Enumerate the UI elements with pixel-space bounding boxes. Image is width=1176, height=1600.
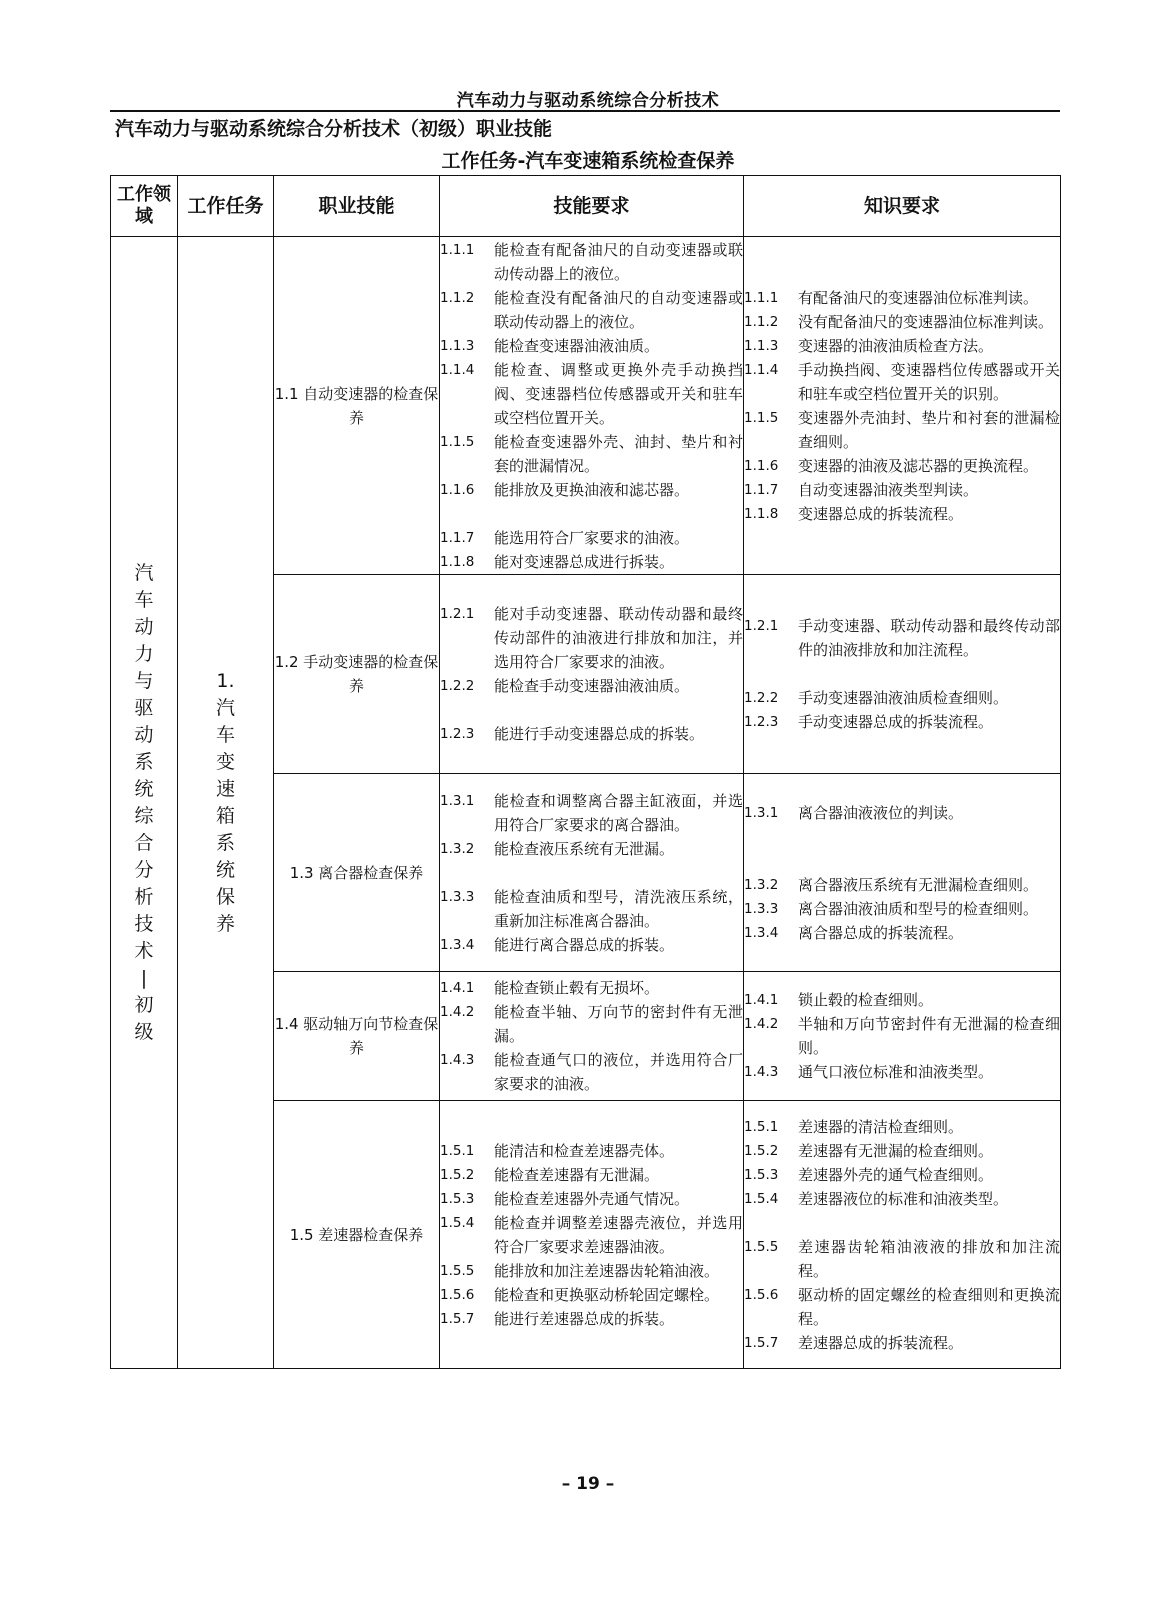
skill-requirement-item-code: 1.1.8: [440, 553, 475, 570]
work-task-char: 车: [215, 723, 235, 746]
knowledge-requirement-item-text: 通气口液位标准和油液类型。: [798, 1063, 994, 1081]
spacer: [744, 662, 1060, 686]
skill-requirement-item-text: 能清洁和检查差速器壳体。: [494, 1141, 675, 1160]
knowledge-requirement-item-code: 1.5.3: [744, 1166, 779, 1183]
knowledge-requirement-item-text: 差速器有无泄漏的检查细则。: [798, 1141, 994, 1160]
knowledge-requirement-item: [744, 358, 1060, 406]
knowledge-requirement-item-code: 1.1.4: [744, 361, 779, 378]
knowledge-requirements-cell: [744, 1101, 1061, 1369]
knowledge-requirements-cell: [744, 972, 1061, 1101]
vocational-skill-cell: 1.2 手动变速器的检查保养: [274, 575, 440, 774]
spacer: [440, 502, 743, 526]
work-task-cell: [178, 237, 274, 1369]
skill-requirement-item-text: 能检查液压系统有无泄漏。: [494, 839, 675, 858]
table-caption: 工作任务-汽车变速箱系统检查保养: [441, 150, 735, 172]
knowledge-requirement-item-code: 1.3.2: [744, 876, 779, 893]
knowledge-requirement-item-code: 1.5.7: [744, 1334, 779, 1351]
skill-requirement-item-code: 1.5.1: [440, 1142, 475, 1159]
knowledge-requirements-cell: [744, 575, 1061, 774]
skill-requirement-item-code: 1.1.4: [440, 361, 475, 378]
knowledge-requirement-item-code: 1.3.4: [744, 924, 779, 941]
work-domain-char: 力: [134, 642, 154, 665]
knowledge-requirement-item: [744, 478, 1060, 502]
skill-requirement-item: [440, 478, 743, 502]
work-domain-char: 析: [134, 885, 154, 908]
work-task-char: 统: [215, 858, 235, 881]
skill-requirement-item-text: 能检查并调整差速器壳液位，并选用符合厂家要求差速器油液。: [494, 1213, 743, 1256]
knowledge-requirement-item-code: 1.1.8: [744, 505, 779, 522]
knowledge-requirement-item: [744, 502, 1060, 526]
knowledge-requirement-item: [744, 897, 1060, 921]
work-task-char: 养: [215, 912, 235, 935]
work-domain-char: 合: [134, 831, 154, 854]
skill-requirement-item-code: 1.3.1: [440, 792, 475, 809]
knowledge-requirement-item-text: 有配备油尺的变速器油位标准判读。: [798, 288, 1039, 307]
skill-requirement-item-code: 1.1.1: [440, 241, 475, 258]
skill-requirement-item: [440, 286, 743, 334]
knowledge-requirement-item-code: 1.3.1: [744, 804, 779, 821]
knowledge-requirement-item-code: 1.5.2: [744, 1142, 779, 1159]
skill-requirement-item-text: 能对变速器总成进行拆装。: [494, 552, 675, 571]
spacer: [440, 861, 743, 885]
knowledge-requirement-item: [744, 286, 1060, 310]
knowledge-requirement-item: [744, 1187, 1060, 1211]
knowledge-requirement-item: [744, 801, 1060, 825]
skill-requirement-item: [440, 602, 743, 674]
skill-requirement-item: [440, 976, 743, 1000]
knowledge-requirement-item: [744, 1235, 1060, 1283]
skill-requirement-item-code: 1.5.5: [440, 1262, 475, 1279]
skill-requirement-item-text: 能选用符合厂家要求的油液。: [494, 528, 690, 547]
skill-requirement-item: [440, 1211, 743, 1259]
knowledge-requirement-item-code: 1.4.3: [744, 1064, 779, 1080]
knowledge-requirement-item-text: 手动变速器、联动传动器和最终传动部件的油液排放和加注流程。: [798, 617, 1060, 659]
skill-requirement-item: [440, 1048, 743, 1096]
skill-requirement-item-text: 能检查和更换驱动桥轮固定螺栓。: [494, 1285, 720, 1304]
knowledge-requirement-item-text: 离合器油液液位的判读。: [798, 803, 964, 822]
skill-requirement-item: [440, 837, 743, 861]
skill-requirement-item-text: 能排放和加注差速器齿轮箱油液。: [494, 1261, 720, 1280]
work-domain-char: 汽: [134, 561, 154, 584]
vocational-skill-cell: 1.1 自动变速器的检查保养: [274, 237, 440, 575]
skill-requirement-item-text: 能检查手动变速器油液油质。: [494, 677, 690, 695]
knowledge-requirement-item-text: 手动变速器总成的拆装流程。: [798, 713, 994, 731]
knowledge-requirement-item-text: 半轴和万向节密封件有无泄漏的检查细则。: [798, 1015, 1060, 1057]
skill-requirement-item: [440, 1283, 743, 1307]
skill-requirement-item-code: 1.2.2: [440, 678, 475, 694]
skill-requirement-item-code: 1.1.2: [440, 289, 475, 306]
knowledge-requirement-item-text: 驱动桥的固定螺丝的检查细则和更换流程。: [798, 1285, 1060, 1328]
knowledge-requirement-item-code: 1.1.1: [744, 289, 779, 306]
skill-requirement-item: [440, 550, 743, 574]
skill-requirement-item-text: 能检查有配备油尺的自动变速器或联动传动器上的液位。: [494, 240, 743, 283]
skill-requirement-item-code: 1.5.3: [440, 1190, 475, 1207]
skill-requirement-item: [440, 334, 743, 358]
skill-requirement-item-code: 1.5.2: [440, 1166, 475, 1183]
skill-requirements-cell: [440, 774, 744, 972]
knowledge-requirement-item-code: 1.1.3: [744, 337, 779, 354]
knowledge-requirement-item: [744, 686, 1060, 710]
knowledge-requirement-item: [744, 921, 1060, 945]
skill-requirement-item: [440, 674, 743, 698]
knowledge-requirement-item-text: 离合器液压系统有无泄漏检查细则。: [798, 875, 1039, 894]
skill-requirement-item: [440, 1139, 743, 1163]
knowledge-requirement-item: [744, 1283, 1060, 1331]
work-domain-char: 初: [134, 993, 154, 1016]
work-domain-cell: [111, 237, 178, 1369]
skill-requirement-item-text: 能进行差速器总成的拆装。: [494, 1309, 675, 1328]
work-task-char: 速: [215, 777, 235, 800]
skill-requirement-item-text: 能检查变速器外壳、油封、垫片和衬套的泄漏情况。: [494, 432, 743, 475]
skill-requirement-item-text: 能检查变速器油液油质。: [494, 336, 660, 355]
knowledge-requirement-item: [744, 1115, 1060, 1139]
knowledge-requirement-item: [744, 1012, 1060, 1060]
skill-requirement-item-code: 1.5.4: [440, 1214, 475, 1231]
knowledge-requirement-item-code: 1.2.2: [744, 690, 779, 706]
work-task-number: 1.: [216, 669, 235, 692]
spacer: [440, 698, 743, 722]
work-domain-char: 综: [134, 804, 154, 827]
header-divider: [110, 110, 1060, 112]
knowledge-requirement-item-text: 差速器的清洁检查细则。: [798, 1117, 964, 1136]
knowledge-requirement-item-code: 1.4.2: [744, 1016, 779, 1032]
knowledge-requirement-item-code: 1.3.3: [744, 900, 779, 917]
knowledge-requirement-item: [744, 1139, 1060, 1163]
skill-requirement-item-text: 能检查通气口的液位，并选用符合厂家要求的油液。: [494, 1051, 743, 1093]
knowledge-requirement-item-text: 差速器总成的拆装流程。: [798, 1333, 964, 1352]
knowledge-requirement-item-text: 变速器的油液油质检查方法。: [798, 336, 994, 355]
skill-requirement-item-text: 能检查油质和型号，清洗液压系统，重新加注标准离合器油。: [494, 887, 743, 930]
work-task-char: 保: [215, 885, 235, 908]
skill-requirement-item: [440, 430, 743, 478]
knowledge-requirement-item: [744, 1060, 1060, 1084]
skill-requirement-item: [440, 1187, 743, 1211]
knowledge-requirement-item-text: 变速器总成的拆装流程。: [798, 504, 964, 523]
running-header: 汽车动力与驱动系统综合分析技术: [456, 91, 720, 111]
knowledge-requirement-item-code: 1.2.3: [744, 714, 779, 730]
knowledge-requirement-item: [744, 334, 1060, 358]
skill-requirement-item-text: 能排放及更换油液和滤芯器。: [494, 480, 690, 499]
spacer: [744, 825, 1060, 849]
skill-requirement-item-text: 能检查、调整或更换外壳手动换挡阀、变速器档位传感器或开关和驻车或空档位置开关。: [494, 360, 743, 427]
knowledge-requirement-item-code: 1.1.7: [744, 481, 779, 498]
work-task-char: 变: [215, 750, 235, 773]
work-domain-char: 与: [134, 669, 154, 692]
work-domain-char: |: [140, 966, 148, 989]
skill-requirement-item-code: 1.1.3: [440, 337, 475, 354]
work-domain-char: 动: [134, 615, 154, 638]
skill-requirement-item-text: 能检查和调整离合器主缸液面，并选用符合厂家要求的离合器油。: [494, 791, 743, 834]
spacer: [744, 849, 1060, 873]
spacer: [744, 1211, 1060, 1235]
skill-requirement-item-code: 1.3.3: [440, 888, 475, 905]
skill-requirement-item-text: 能对手动变速器、联动传动器和最终传动部件的油液进行排放和加注，并选用符合厂家要求的油液。: [494, 605, 743, 671]
skill-requirement-item: [440, 933, 743, 957]
knowledge-requirement-item-code: 1.1.2: [744, 313, 779, 330]
skill-requirement-item-code: 1.2.3: [440, 726, 475, 742]
table-header-row: [111, 176, 1061, 237]
work-task-char: 箱: [215, 804, 235, 827]
work-domain-char: 驱: [134, 696, 154, 719]
skill-requirement-item-code: 1.5.6: [440, 1286, 475, 1303]
skill-requirement-item-code: 1.1.6: [440, 481, 475, 498]
knowledge-requirements-cell: [744, 237, 1061, 575]
skill-requirement-item: [440, 1259, 743, 1283]
work-domain-char: 统: [134, 777, 154, 800]
knowledge-requirement-item-code: 1.5.4: [744, 1190, 779, 1207]
work-domain-char: 级: [134, 1020, 154, 1043]
skill-requirement-item: [440, 358, 743, 430]
work-domain-char: 动: [134, 723, 154, 746]
skill-requirement-item: [440, 885, 743, 933]
column-header-domain: 工作领域: [111, 176, 178, 237]
vocational-skill-cell: 1.5 差速器检查保养: [274, 1101, 440, 1369]
skill-requirement-item-text: 能进行手动变速器总成的拆装。: [494, 725, 705, 743]
table-row: [111, 237, 1061, 575]
knowledge-requirement-item: [744, 710, 1060, 734]
work-domain-char: 系: [134, 750, 154, 773]
knowledge-requirement-item-code: 1.1.6: [744, 457, 779, 474]
skill-requirements-cell: [440, 972, 744, 1101]
column-header-knowledge-requirements: 知识要求: [744, 176, 1061, 237]
skill-requirement-item-text: 能进行离合器总成的拆装。: [494, 935, 675, 954]
knowledge-requirement-item-text: 自动变速器油液类型判读。: [798, 480, 979, 499]
document-title: 汽车动力与驱动系统综合分析技术（初级）职业技能: [115, 118, 553, 140]
knowledge-requirement-item-text: 差速器液位的标准和油液类型。: [798, 1189, 1009, 1208]
skill-requirement-item: [440, 722, 743, 746]
skill-requirement-item: [440, 789, 743, 837]
knowledge-requirement-item-text: 没有配备油尺的变速器油位标准判读。: [798, 312, 1054, 331]
column-header-skill-requirements: 技能要求: [440, 176, 744, 237]
knowledge-requirement-item-text: 差速器齿轮箱油液液的排放和加注流程。: [798, 1237, 1060, 1280]
skill-requirement-item-code: 1.1.7: [440, 529, 475, 546]
knowledge-requirement-item-text: 离合器总成的拆装流程。: [798, 923, 964, 942]
knowledge-requirement-item: [744, 1331, 1060, 1355]
knowledge-requirement-item-text: 差速器外壳的通气检查细则。: [798, 1165, 994, 1184]
skill-requirement-item-text: 能检查差速器有无泄漏。: [494, 1165, 660, 1184]
knowledge-requirement-item-text: 手动换挡阀、变速器档位传感器或开关和驻车或空档位置开关的识别。: [798, 360, 1060, 403]
skill-requirement-item: [440, 1163, 743, 1187]
skill-requirement-item: [440, 238, 743, 286]
skill-requirement-item-code: 1.4.1: [440, 980, 475, 996]
knowledge-requirement-item: [744, 454, 1060, 478]
column-header-task: 工作任务: [178, 176, 274, 237]
knowledge-requirements-cell: [744, 774, 1061, 972]
skill-requirement-item-code: 1.3.4: [440, 936, 475, 953]
skill-requirement-item: [440, 1000, 743, 1048]
knowledge-requirement-item: [744, 873, 1060, 897]
skill-requirement-item: [440, 1307, 743, 1331]
skill-requirement-item: [440, 526, 743, 550]
page-number: – 19 –: [561, 1474, 615, 1494]
skill-requirement-item-text: 能检查锁止毂有无损坏。: [494, 979, 660, 997]
knowledge-requirement-item-text: 变速器外壳油封、垫片和衬套的泄漏检查细则。: [798, 408, 1060, 451]
knowledge-requirement-item: [744, 310, 1060, 334]
vocational-skill-cell: 1.3 离合器检查保养: [274, 774, 440, 972]
knowledge-requirement-item-text: 手动变速器油液油质检查细则。: [798, 689, 1009, 707]
knowledge-requirement-item-text: 变速器的油液及滤芯器的更换流程。: [798, 456, 1039, 475]
skill-requirement-item-code: 1.5.7: [440, 1310, 475, 1327]
skill-requirement-item-code: 1.3.2: [440, 840, 475, 857]
skill-requirements-cell: [440, 575, 744, 774]
skills-table: [110, 175, 1061, 1369]
knowledge-requirement-item-code: 1.4.1: [744, 992, 779, 1008]
knowledge-requirement-item-code: 1.5.1: [744, 1118, 779, 1135]
work-domain-char: 技: [134, 912, 154, 935]
knowledge-requirement-item: [744, 406, 1060, 454]
knowledge-requirement-item-code: 1.5.5: [744, 1238, 779, 1255]
work-domain-char: 车: [134, 588, 154, 611]
skill-requirement-item-code: 1.1.5: [440, 433, 475, 450]
skill-requirement-item-text: 能检查半轴、万向节的密封件有无泄漏。: [494, 1003, 743, 1045]
skill-requirement-item-code: 1.2.1: [440, 606, 475, 622]
skill-requirement-item-text: 能检查没有配备油尺的自动变速器或联动传动器上的液位。: [494, 288, 743, 331]
work-domain-char: 术: [134, 939, 154, 962]
work-task-char: 汽: [215, 696, 235, 719]
skill-requirements-cell: [440, 1101, 744, 1369]
work-task-char: 系: [215, 831, 235, 854]
knowledge-requirement-item-code: 1.5.6: [744, 1286, 779, 1303]
knowledge-requirement-item: [744, 614, 1060, 662]
knowledge-requirement-item: [744, 1163, 1060, 1187]
knowledge-requirement-item-code: 1.2.1: [744, 618, 779, 634]
knowledge-requirement-item: [744, 988, 1060, 1012]
knowledge-requirement-item-code: 1.1.5: [744, 409, 779, 426]
knowledge-requirement-item-text: 锁止毂的检查细则。: [798, 991, 934, 1009]
knowledge-requirement-item-text: 离合器油液油质和型号的检查细则。: [798, 899, 1039, 918]
skill-requirements-cell: [440, 237, 744, 575]
skill-requirement-item-code: 1.4.3: [440, 1052, 475, 1068]
skill-requirement-item-text: 能检查差速器外壳通气情况。: [494, 1189, 690, 1208]
column-header-skill: 职业技能: [274, 176, 440, 237]
skill-requirement-item-code: 1.4.2: [440, 1004, 475, 1020]
vocational-skill-cell: 1.4 驱动轴万向节检查保养: [274, 972, 440, 1101]
work-domain-char: 分: [134, 858, 154, 881]
